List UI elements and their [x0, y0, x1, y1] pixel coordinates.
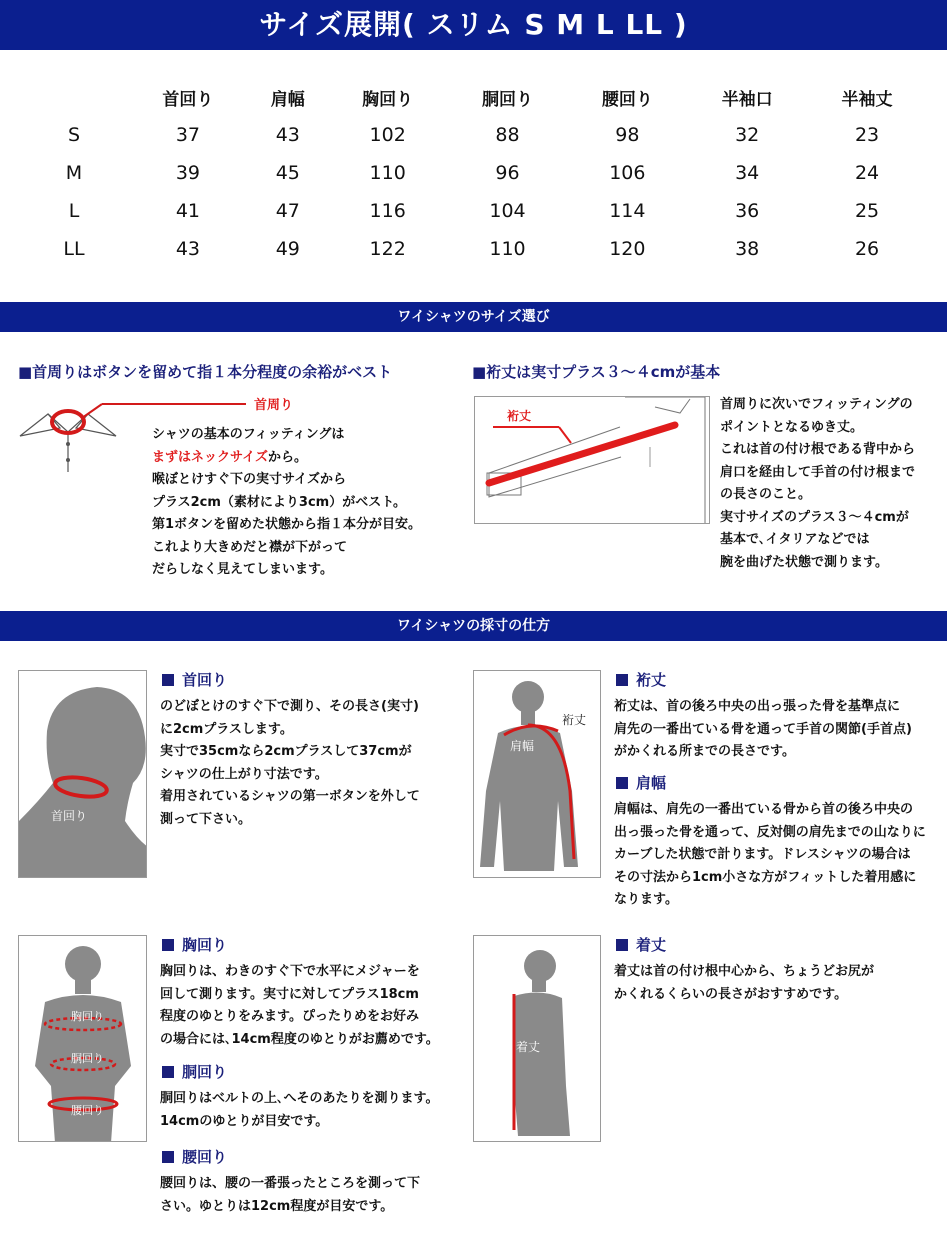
table-row: [20, 192, 927, 230]
neck-fit-heading: ■首周りはボタンを留めて指１本分程度の余裕がベスト: [18, 363, 393, 381]
text-line: 腕を曲げた状態で測ります。: [720, 554, 888, 570]
size-table: [20, 78, 927, 268]
table-cell: 98: [615, 124, 640, 146]
text-line: 第1ボタンを留めた状態から指１本分が目安。: [152, 517, 422, 532]
waist-figure-label: 胴回り: [71, 1052, 104, 1065]
table-cell: 43: [275, 124, 300, 146]
length-section-title: 着丈: [616, 934, 666, 955]
text-line: シャツの基本のフィッティングは: [152, 427, 345, 442]
header-neck: 首回り: [162, 89, 214, 110]
text-line: これより大きめだと襟が下がって: [152, 539, 348, 555]
neck-section-title: 首回り: [162, 669, 227, 690]
header-shoulder: 肩幅: [270, 89, 305, 110]
text-line: ポイントとなるゆき丈。: [720, 419, 864, 435]
text-line: まずはネックサイズから。: [152, 449, 307, 465]
text-line: 腰回りは、腰の一番張ったところを測って下: [160, 1176, 421, 1191]
yuki-section-title: 裄丈: [616, 669, 666, 690]
table-cell: 106: [609, 162, 646, 184]
header-hip: 腰回り: [601, 89, 653, 110]
square-bullet-icon: [616, 939, 628, 951]
table-cell: 122: [369, 238, 406, 260]
text-line: カーブした状態で計ります。ドレスシャツの場合は: [614, 847, 911, 862]
text-line: これは首の付け根である背中から: [720, 442, 916, 457]
table-cell: 110: [489, 238, 526, 260]
table-cell: 47: [275, 200, 300, 222]
text-line: 回して測ります。実寸に対してプラス18cm: [160, 986, 419, 1002]
shoulder-section-title: 肩幅: [616, 772, 666, 793]
shoulder-figure-label: 肩幅: [510, 739, 535, 753]
waist-section-title: 胴回り: [162, 1061, 227, 1082]
table-row: [20, 230, 927, 268]
sleeve-label: 裄丈: [507, 409, 532, 423]
text-line: 着丈は首の付け根中心から、ちょうどお尻が: [614, 964, 875, 979]
table-cell: 23: [854, 124, 880, 146]
neck-measure-text: [160, 696, 460, 831]
text-line: 首周りに次いでフィッティングの: [720, 397, 913, 412]
size-table-header-row: [20, 78, 927, 116]
waist-measure-text: [160, 1088, 460, 1133]
table-cell: 96: [495, 162, 520, 184]
text-line: 14cmのゆとりが目安です。: [160, 1113, 329, 1129]
square-bullet-icon: [616, 674, 628, 686]
text-line: 出っ張った骨を通って、反対側の肩先までの山なりに: [614, 824, 926, 840]
text-line: の場合には､14cm程度のゆとりがお薦めです。: [160, 1031, 439, 1047]
square-bullet-icon: [162, 939, 174, 951]
text-line: 胴回りはベルトの上､へそのあたりを測ります。: [160, 1091, 439, 1106]
head-silhouette: [19, 671, 147, 878]
header-sleeve-length: 半袖丈: [841, 89, 893, 110]
text-line: の長さのこと。: [720, 487, 812, 502]
neck-measure-figure: [18, 670, 147, 878]
text-line: なります。: [614, 892, 678, 907]
chest-figure-label: 胸回り: [71, 1010, 104, 1023]
neck-figure-label: 首回り: [51, 809, 88, 823]
length-measure-text: [614, 961, 934, 1006]
size-label: S: [67, 124, 81, 146]
text-line: 肩幅は、肩先の一番出ている骨から首の後ろ中央の: [614, 802, 914, 817]
table-cell: 120: [609, 238, 646, 260]
table-cell: 39: [175, 162, 201, 184]
hip-measure-text: [160, 1173, 460, 1218]
square-bullet-icon: [616, 777, 628, 789]
text-line: 喉ぼとけすぐ下の実寸サイズから: [152, 472, 346, 487]
text-line: 実寸サイズのプラス３～４cmが: [720, 509, 909, 525]
text-line: 肩口を経由して手首の付け根まで: [720, 464, 916, 480]
size-label: M: [65, 162, 83, 184]
size-label: L: [68, 200, 80, 222]
square-bullet-icon: [162, 1066, 174, 1078]
neck-fit-text: [152, 424, 462, 582]
chest-section-title: 胸回り: [162, 934, 227, 955]
text-line: 基本で､イタリアなどでは: [720, 532, 870, 547]
table-cell: 36: [735, 200, 760, 222]
size-label: LL: [63, 238, 85, 260]
text-line: 実寸で35cmなら2cmプラスして37cmが: [160, 744, 412, 759]
text-line: 胸回りは、わきのすぐ下で水平にメジャーを: [160, 964, 420, 979]
table-row: [20, 154, 927, 192]
square-bullet-icon: [162, 674, 174, 686]
front-measure-figure: [18, 935, 147, 1142]
text-line: に2cmプラスします。: [160, 721, 293, 737]
section-band-measuring: ワイシャツの採寸の仕方: [0, 611, 947, 641]
header-chest: 胸回り: [362, 89, 414, 110]
square-bullet-icon: [162, 1151, 174, 1163]
table-cell: 114: [609, 200, 646, 222]
text-line: シャツの仕上がり寸法です。: [160, 766, 328, 782]
text-line: だらしなく見えてしまいます。: [152, 562, 333, 577]
back-measure-figure: [473, 670, 601, 878]
shoulder-measure-text: [614, 799, 934, 912]
table-cell: 37: [175, 124, 201, 146]
table-cell: 116: [369, 200, 406, 222]
sleeve-fit-heading: ■裄丈は実寸プラス３～４cmが基本: [472, 363, 721, 381]
text-line: その寸法から1cm小さな方がフィットした着用感に: [614, 869, 917, 885]
table-cell: 32: [735, 124, 760, 146]
text-line: がかくれる所までの長さです。: [614, 744, 795, 759]
table-cell: 104: [489, 200, 526, 222]
length-figure-label: 着丈: [516, 1040, 541, 1054]
text-line: さい。ゆとりは12cm程度が目安です。: [160, 1198, 394, 1214]
table-cell: 34: [735, 162, 760, 184]
chest-measure-text: [160, 961, 460, 1051]
sleeve-fit-text: [720, 394, 940, 574]
text-line: かくれるくらいの長さがおすすめです。: [614, 986, 848, 1002]
text-line: 着用されているシャツの第一ボタンを外して: [160, 789, 420, 804]
table-cell: 110: [369, 162, 406, 184]
table-cell: 88: [495, 124, 520, 146]
table-cell: 43: [175, 238, 201, 260]
text-line: 測って下さい。: [160, 811, 252, 827]
text-line: プラス2cm（素材により3cm）がベスト。: [152, 494, 407, 510]
size-column-header: [20, 78, 128, 116]
table-cell: 41: [175, 200, 201, 222]
text-line: 裄丈は、首の後ろ中央の出っ張った骨を基準点に: [614, 699, 901, 714]
table-cell: 26: [854, 238, 880, 260]
hip-figure-label: 腰回り: [71, 1104, 104, 1117]
text-line: 肩先の一番出ている骨を通って手首の関節(手首点): [614, 721, 912, 737]
table-cell: 25: [854, 200, 880, 222]
yuki-figure-label: 裄丈: [562, 713, 587, 727]
back-silhouette: [474, 671, 601, 878]
table-cell: 49: [275, 238, 300, 260]
hip-section-title: 腰回り: [162, 1146, 227, 1167]
text-line: 程度のゆとりをみます。ぴったりめをお好み: [160, 1009, 419, 1024]
length-measure-figure: [473, 935, 601, 1142]
highlight-text: まずはネックサイズ: [152, 449, 268, 465]
neck-label: 首周り: [254, 398, 294, 413]
table-row: [20, 116, 927, 154]
header-waist: 胴回り: [482, 89, 533, 110]
sleeve-illustration: [474, 396, 710, 524]
table-cell: 102: [369, 124, 406, 146]
yuki-measure-text: [614, 696, 934, 764]
table-cell: 45: [275, 162, 300, 184]
text-line: のどぼとけのすぐ下で測り、その長さ(実寸): [160, 699, 419, 714]
table-cell: 38: [735, 238, 760, 260]
table-cell: 24: [854, 162, 880, 184]
header-sleeve-cuff: 半袖口: [721, 89, 773, 110]
page-title: サイズ展開( スリム S M L LL ): [0, 0, 947, 50]
section-band-size-choice: ワイシャツのサイズ選び: [0, 302, 947, 332]
